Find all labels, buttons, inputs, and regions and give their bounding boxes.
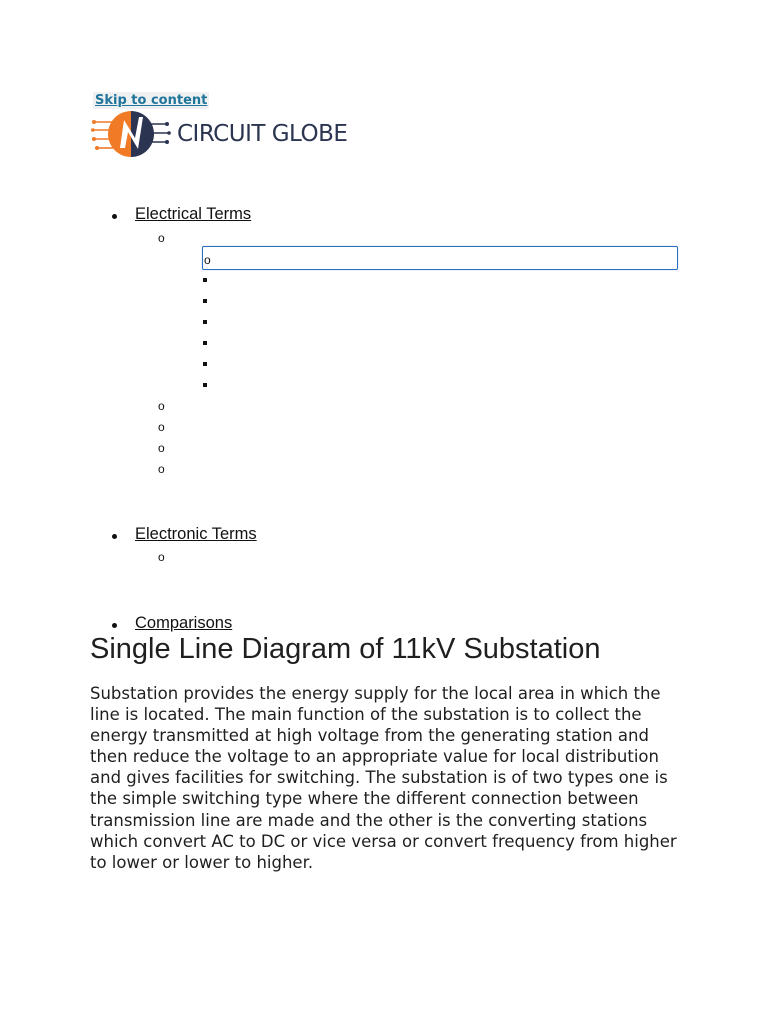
focused-submenu-item[interactable] xyxy=(202,246,678,270)
nav-item-electrical-terms[interactable]: Electrical Terms xyxy=(135,205,252,223)
site-logo[interactable] xyxy=(91,108,347,160)
skip-to-content-link[interactable]: Skip to content xyxy=(95,93,208,108)
submenu-square-bullet xyxy=(203,362,207,366)
submenu-bullet: o xyxy=(158,420,165,434)
circuit-globe-logo-icon xyxy=(91,108,171,160)
brand-name: CIRCUIT GLOBE xyxy=(177,121,348,147)
nav-item-comparisons[interactable]: Comparisons xyxy=(135,614,233,632)
nav-bullet xyxy=(112,214,117,219)
nav-bullet xyxy=(112,534,117,539)
submenu-bullet: o xyxy=(158,231,165,245)
submenu-square-bullet xyxy=(203,341,207,345)
submenu-bullet: o xyxy=(158,441,165,455)
submenu-square-bullet xyxy=(203,320,207,324)
nav-item-electronic-terms[interactable]: Electronic Terms xyxy=(135,525,257,543)
article-intro: Substation provides the energy supply for the local area in which the line is located. The main function of the substation is to collect the energy transmitted at high voltage from the generating station and then reduce the voltage to an appropriate value for local distribution and gives facilities for switching. The substation is of two types one is the simple switching type where the different connection between transmission line are made and the other is the converting stations which convert AC to DC or vice versa or convert frequency from higher to lower or lower to higher. xyxy=(90,684,677,872)
submenu-square-bullet xyxy=(203,299,207,303)
page-title: Single Line Diagram of 11kV Substation xyxy=(90,633,601,665)
submenu-bullet: o xyxy=(204,253,211,267)
submenu-square-bullet xyxy=(203,278,207,282)
submenu-square-bullet xyxy=(203,383,207,387)
submenu-bullet: o xyxy=(158,462,165,476)
submenu-bullet: o xyxy=(158,550,165,564)
nav-bullet xyxy=(112,623,117,628)
submenu-bullet: o xyxy=(158,399,165,413)
